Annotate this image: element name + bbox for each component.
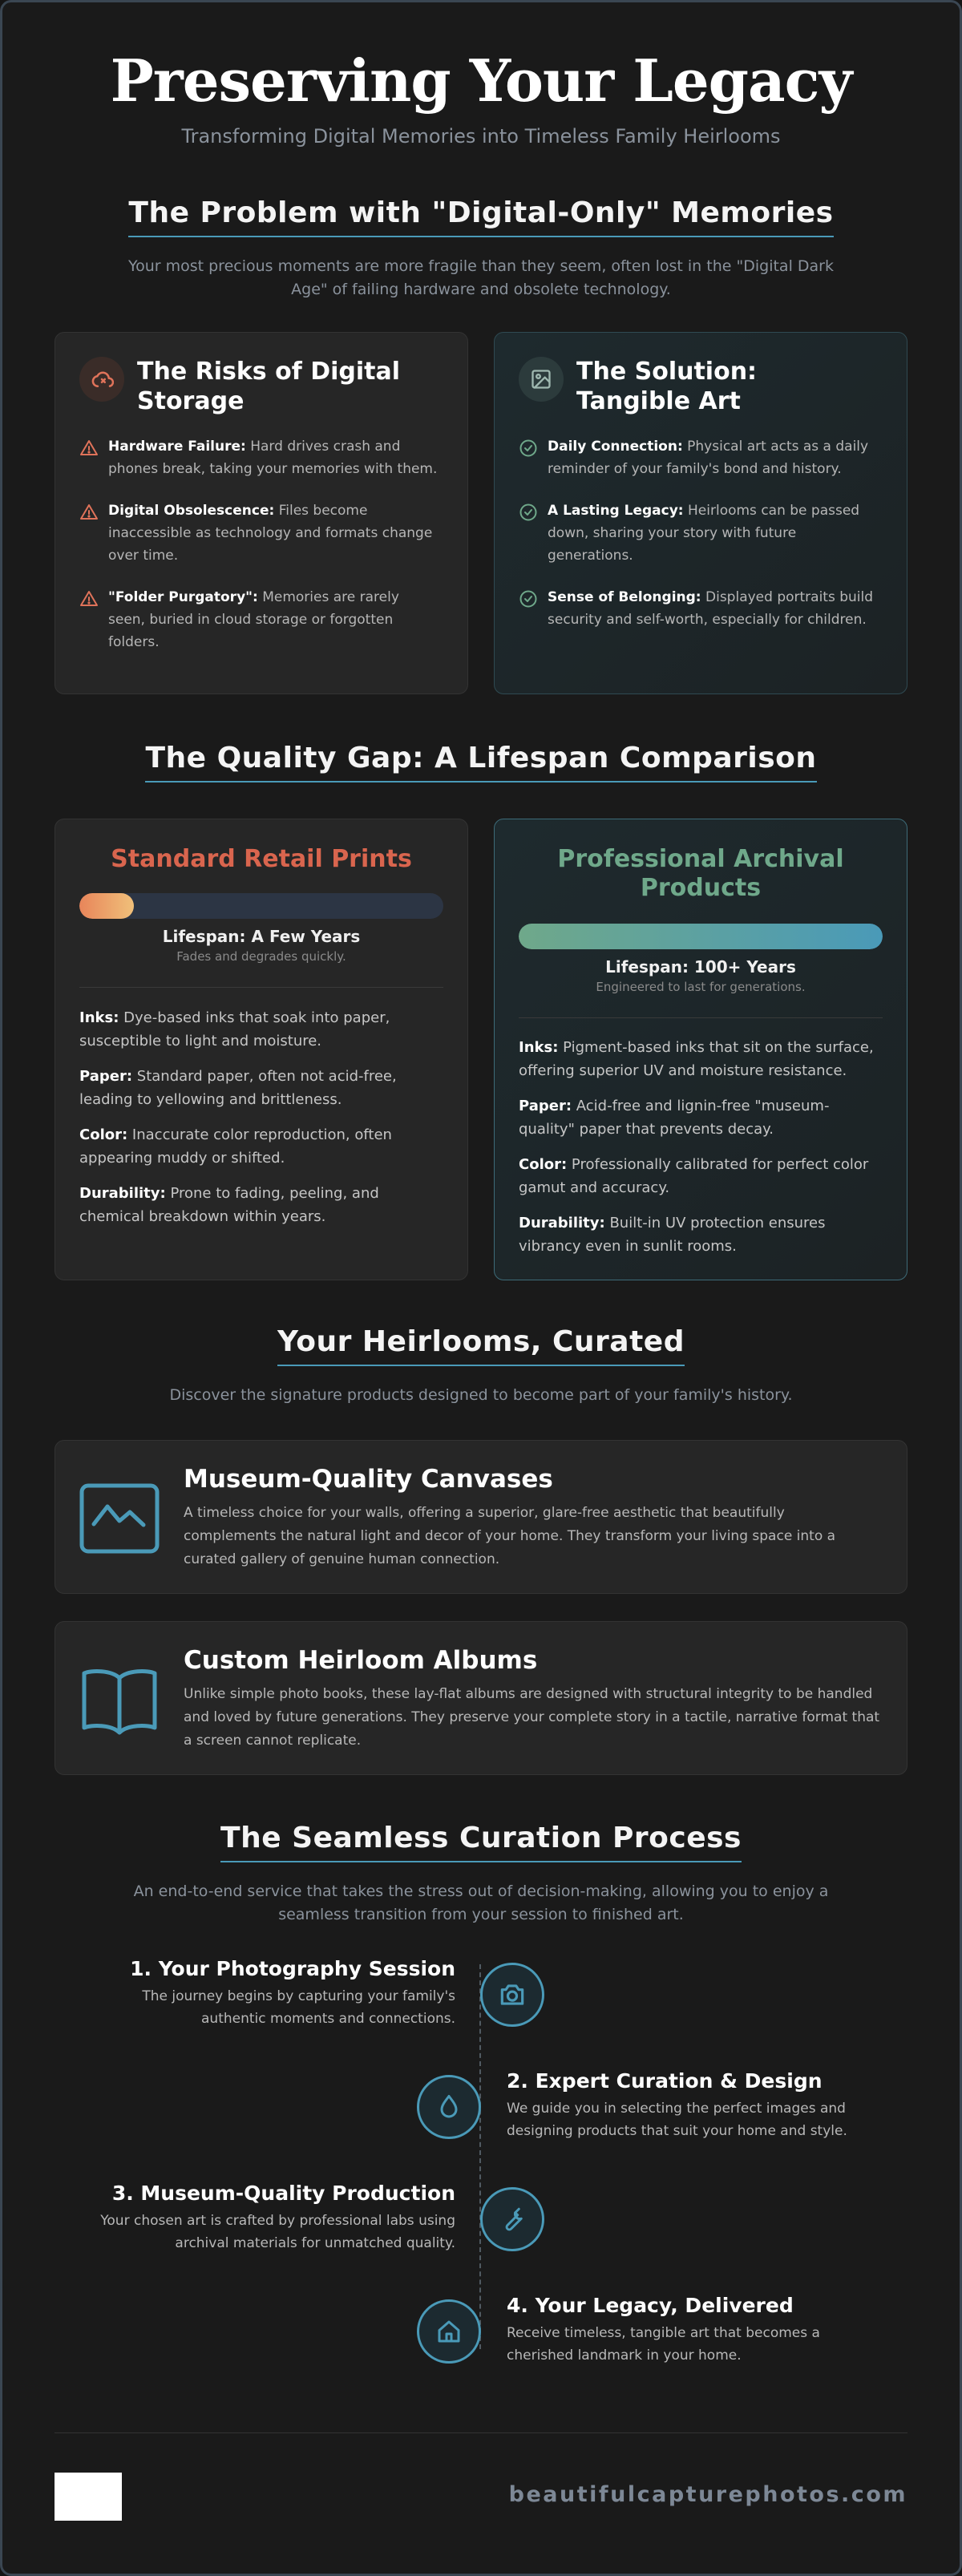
- step-desc: Receive timeless, tangible art that becomes a cherished landmark in your home.: [507, 2325, 820, 2364]
- risk-item: Digital Obsolescence: Files become inaccessible as technology and formats change over time.: [79, 499, 440, 567]
- warning-icon: [79, 503, 99, 522]
- quality-section-title: The Quality Gap: A Lifespan Comparison: [0, 742, 962, 783]
- page-subtitle: Transforming Digital Memories into Timeless Family Heirlooms: [181, 125, 781, 148]
- cloud-off-icon: [79, 357, 124, 402]
- warning-icon: [79, 589, 99, 609]
- step-desc: The journey begins by capturing your family's authentic moments and connections.: [142, 1988, 455, 2027]
- heirlooms-section-desc: Discover the signature products designed to become part of your family's history.: [169, 1386, 793, 1404]
- divider: [519, 1017, 883, 1018]
- retail-title: Standard Retail Prints: [111, 845, 412, 873]
- open-book-icon: [79, 1662, 160, 1742]
- footer-divider: [55, 2432, 907, 2433]
- droplet-icon: [417, 2075, 481, 2139]
- step-desc: We guide you in selecting the perfect images and designing products that suit your home and style.: [507, 2101, 847, 2139]
- spec-item: Color: Inaccurate color reproduction, often appearing muddy or shifted.: [79, 1126, 392, 1167]
- spec-item: Inks: Dye-based inks that soak into paper, susceptible to light and moisture.: [79, 1009, 390, 1049]
- retail-specs: [79, 1006, 443, 1240]
- risks-card: [55, 332, 468, 694]
- archival-card: [494, 819, 907, 1280]
- step-title: 4. Your Legacy, Delivered: [507, 2294, 794, 2317]
- step-title: 3. Museum-Quality Production: [111, 2182, 455, 2205]
- product-title: Museum-Quality Canvases: [184, 1465, 553, 1494]
- process-section-desc: An end-to-end service that takes the stress out of decision-making, allowing you to enjoy a seamless transition from your session to finished art.: [133, 1882, 829, 1923]
- image-icon: [519, 357, 564, 402]
- spec-item: Color: Professionally calibrated for perfect color gamut and accuracy.: [519, 1156, 869, 1196]
- retail-lifespan-bar: [79, 893, 443, 919]
- home-icon: [417, 2299, 481, 2364]
- retail-card: [55, 819, 468, 1280]
- spec-item: Inks: Pigment-based inks that sit on the surface, offering superior UV and moisture resistance.: [519, 1039, 874, 1079]
- warning-icon: [79, 439, 99, 458]
- product-desc: A timeless choice for your walls, offering a superior, glare-free aesthetic that beautifully complements the natural light and decor of your home. They transform your living space into a curated gallery of genuine human connection.: [184, 1505, 836, 1567]
- logo: [55, 2473, 122, 2521]
- step-desc: Your chosen art is crafted by professional labs using archival materials for unmatched quality.: [100, 2213, 455, 2251]
- step-title: 2. Expert Curation & Design: [507, 2069, 823, 2093]
- problem-section-title: The Problem with "Digital-Only" Memories: [0, 196, 962, 237]
- solution-item: A Lasting Legacy: Heirlooms can be passed down, sharing your story with future generations.: [519, 499, 879, 567]
- archival-lifespan-bar: [519, 924, 883, 949]
- page-title: Preserving Your Legacy: [110, 47, 852, 115]
- spec-item: Paper: Standard paper, often not acid-free, leading to yellowing and brittleness.: [79, 1068, 397, 1108]
- solution-card-title: The Solution: Tangible Art: [576, 358, 758, 415]
- process-section-title: The Seamless Curation Process: [0, 1822, 962, 1862]
- timeline-line: [479, 1964, 481, 2349]
- archival-note: Engineered to last for generations.: [596, 980, 806, 994]
- retail-lifespan-fill: [79, 893, 134, 919]
- solution-item: Daily Connection: Physical art acts as a daily reminder of your family's bond and history.: [519, 435, 879, 480]
- solution-list: [519, 435, 879, 650]
- archival-title: Professional Archival Products: [557, 845, 844, 902]
- problem-section-desc: Your most precious moments are more fragile than they seem, often lost in the "Digital Dark Age" of failing hardware and obsolete technology.: [128, 257, 834, 298]
- risk-item: Hardware Failure: Hard drives crash and phones break, taking your memories with them.: [79, 435, 440, 480]
- spec-item: Paper: Acid-free and lignin-free "museum-quality" paper that prevents decay.: [519, 1098, 830, 1138]
- risks-list: [79, 435, 440, 673]
- archival-lifespan: Lifespan: 100+ Years: [605, 957, 796, 977]
- product-title: Custom Heirloom Albums: [184, 1646, 538, 1675]
- check-circle-icon: [519, 589, 538, 609]
- check-circle-icon: [519, 439, 538, 458]
- risks-card-title: The Risks of Digital Storage: [137, 358, 401, 415]
- divider: [79, 987, 443, 988]
- step-title: 1. Your Photography Session: [130, 1957, 455, 1980]
- heirlooms-section-title: Your Heirlooms, Curated: [0, 1325, 962, 1366]
- risk-item: "Folder Purgatory": Memories are rarely seen, buried in cloud storage or forgotten folders.: [79, 586, 440, 653]
- canvas-icon: [79, 1481, 160, 1561]
- check-circle-icon: [519, 503, 538, 522]
- solution-item: Sense of Belonging: Displayed portraits build security and self-worth, especially for children.: [519, 586, 879, 631]
- archival-specs: [519, 1036, 883, 1270]
- spec-item: Durability: Built-in UV protection ensures vibrancy even in sunlit rooms.: [519, 1215, 826, 1255]
- product-card-album: [55, 1621, 907, 1775]
- spec-item: Durability: Prone to fading, peeling, and chemical breakdown within years.: [79, 1185, 379, 1225]
- retail-lifespan: Lifespan: A Few Years: [162, 927, 361, 946]
- solution-card: [494, 332, 907, 694]
- product-card-canvas: [55, 1440, 907, 1594]
- product-desc: Unlike simple photo books, these lay-flat albums are designed with structural integrity to be handled and loved by future generations. They preserve your complete story in a tactile, narrative format that a screen cannot replicate.: [184, 1686, 880, 1749]
- retail-note: Fades and degrades quickly.: [176, 949, 346, 964]
- wrench-icon: [480, 2187, 544, 2251]
- camera-icon: [480, 1963, 544, 2027]
- website-link[interactable]: beautifulcapturephotos.com: [508, 2482, 907, 2507]
- archival-lifespan-fill: [519, 924, 883, 949]
